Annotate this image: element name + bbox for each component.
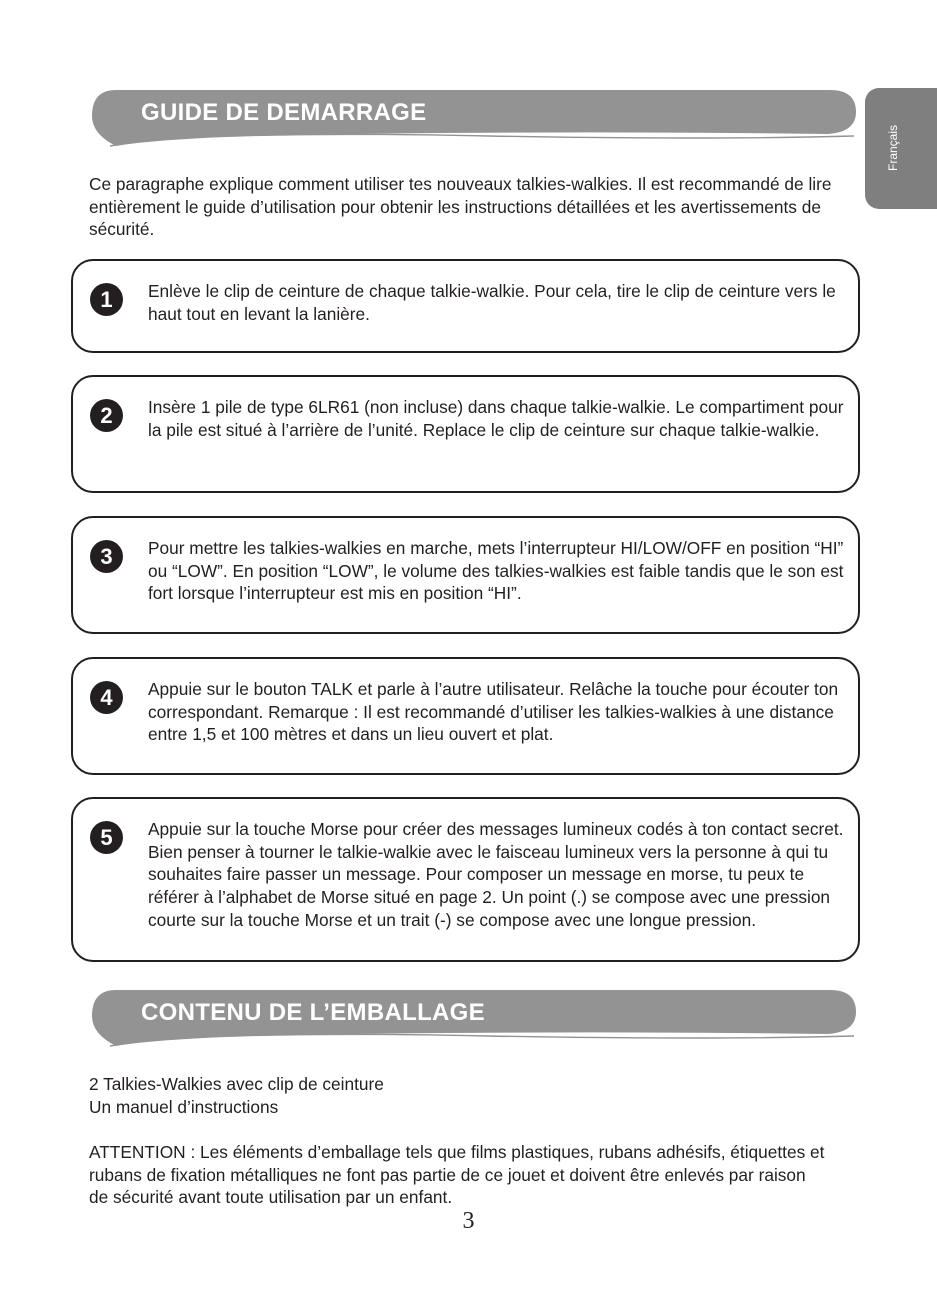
page-number: 3 xyxy=(462,1208,475,1234)
intro-paragraph: Ce paragraphe explique comment utiliser tes nouveaux talkies-walkies. Il est recommandé de lire entièrement le guide d’utilisation pour obtenir les instructions détaillées et les avertissements de sécurité. xyxy=(89,174,832,240)
contents-item: Un manuel d’instructions xyxy=(89,1097,279,1117)
step-text: Appuie sur le bouton TALK et parle à l’autre utilisateur. Relâche la touche pour écouter ton correspondant. Remarque : Il est recommandé d’utiliser les talkies-walkies à une distance entre 1,5 et 100 mètres et dans un lieu ouvert et plat. xyxy=(148,679,839,745)
step-text: Enlève le clip de ceinture de chaque talkie-walkie. Pour cela, tire le clip de ceinture vers le haut tout en levant la lanière. xyxy=(148,281,836,324)
step-text: Insère 1 pile de type 6LR61 (non incluse) dans chaque talkie-walkie. Le compartiment pour la pile est situé à l’arrière de l’unité. Replace le clip de ceinture sur chaque talkie-walkie. xyxy=(148,397,844,440)
step-text: Pour mettre les talkies-walkies en marche, mets l’interrupteur HI/LOW/OFF en position “HI” ou “LOW”. En position “LOW”, le volume des talkies-walkies est faible tandis que le son est fort lorsque l’interrupteur est mis en position “HI”. xyxy=(148,538,844,604)
step-box-2 xyxy=(71,375,860,493)
section-title: CONTENU DE L’EMBALLAGE xyxy=(141,999,485,1026)
warning-paragraph: ATTENTION : Les éléments d’emballage tels que films plastiques, rubans adhésifs, étiquettes et rubans de fixation métalliques ne font pas partie de ce jouet et doivent être enlevés par raison de sécurité avant toute utilisation par un enfant. xyxy=(89,1142,825,1208)
step-number-badge: 2 xyxy=(90,399,123,432)
step-number-badge: 3 xyxy=(90,540,123,573)
section-banner-guide xyxy=(88,86,858,158)
step-box-5 xyxy=(71,797,860,962)
step-box-4 xyxy=(71,657,860,775)
step-number-badge: 1 xyxy=(90,283,123,316)
section-banner-contents xyxy=(88,986,858,1058)
contents-item: 2 Talkies-Walkies avec clip de ceinture xyxy=(89,1074,384,1094)
language-tab xyxy=(865,88,937,209)
step-box-1 xyxy=(71,259,860,353)
step-number-badge: 5 xyxy=(90,821,123,854)
step-number-badge: 4 xyxy=(90,681,123,714)
step-text: Appuie sur la touche Morse pour créer des messages lumineux codés à ton contact secret. Bien penser à tourner le talkie-walkie avec le faisceau lumineux vers la personne à qui tu souhaites faire passer un message. Pour composer un message en morse, tu peux te référer à l’alphabet de Morse situé en page 2. Un point (.) se compose avec une pression courte sur la touche Morse et un trait (-) se compose avec une longue pression. xyxy=(148,819,844,930)
section-title: GUIDE DE DEMARRAGE xyxy=(141,99,427,126)
language-tab-label: Français xyxy=(886,124,900,172)
step-box-3 xyxy=(71,516,860,634)
